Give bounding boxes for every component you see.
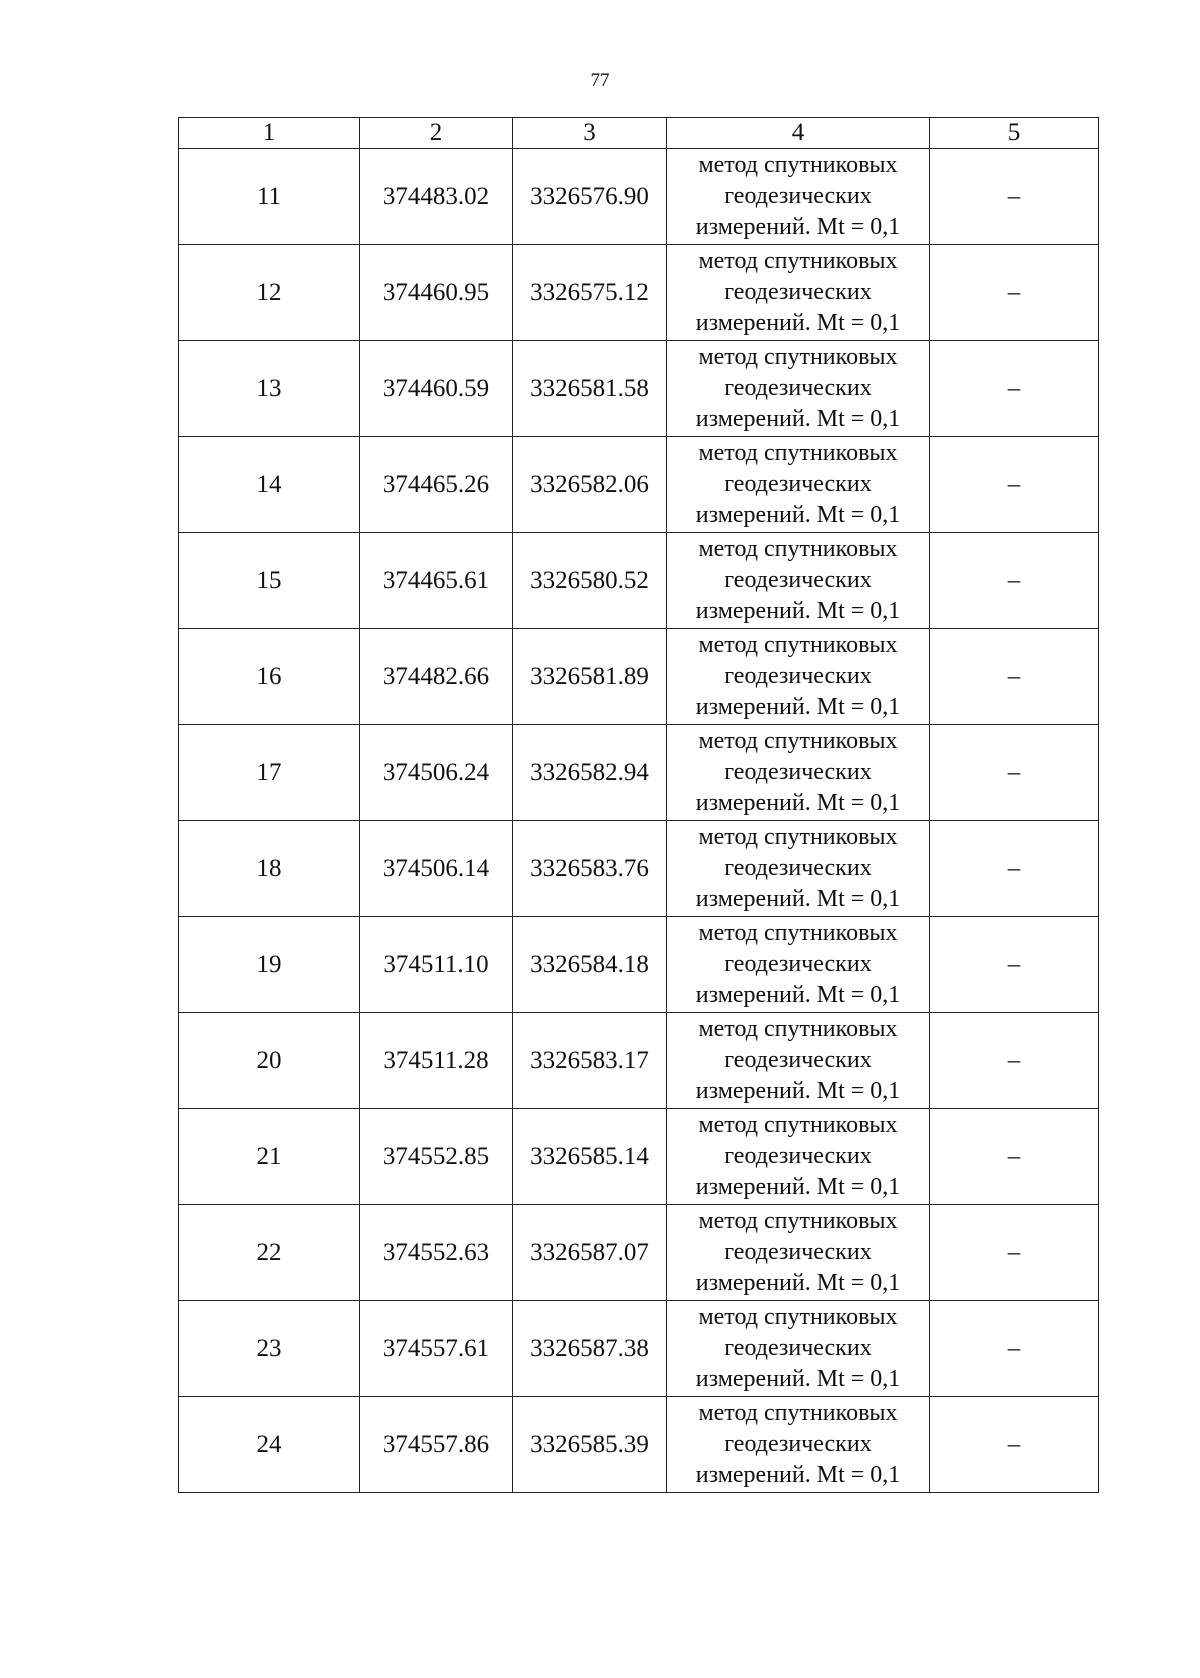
method-line: измерений. Mt = 0,1 bbox=[695, 1078, 901, 1104]
note-cell: – bbox=[930, 341, 1099, 437]
method-line: измерений. Mt = 0,1 bbox=[695, 694, 901, 720]
note-cell: – bbox=[930, 533, 1099, 629]
x-coordinate-cell: 374460.95 bbox=[360, 245, 513, 341]
method-line: геодезических bbox=[724, 1239, 872, 1265]
point-number-cell: 22 bbox=[179, 1205, 360, 1301]
table-row bbox=[179, 245, 1099, 341]
table-row bbox=[179, 725, 1099, 821]
note-cell: – bbox=[930, 149, 1099, 245]
method-line: метод спутниковых bbox=[698, 152, 898, 178]
method-cell bbox=[667, 1205, 930, 1301]
note-cell: – bbox=[930, 437, 1099, 533]
method-line: геодезических bbox=[724, 951, 872, 977]
x-coordinate-cell: 374465.61 bbox=[360, 533, 513, 629]
y-coordinate-cell: 3326587.07 bbox=[513, 1205, 667, 1301]
point-number-cell: 21 bbox=[179, 1109, 360, 1205]
point-number-cell: 11 bbox=[179, 149, 360, 245]
method-line: геодезических bbox=[724, 279, 872, 305]
x-coordinate-cell: 374506.14 bbox=[360, 821, 513, 917]
y-coordinate-cell: 3326581.89 bbox=[513, 629, 667, 725]
method-line: геодезических bbox=[724, 375, 872, 401]
table-row bbox=[179, 917, 1099, 1013]
note-cell: – bbox=[930, 725, 1099, 821]
method-cell bbox=[667, 1397, 930, 1493]
y-coordinate-cell: 3326580.52 bbox=[513, 533, 667, 629]
point-number-cell: 19 bbox=[179, 917, 360, 1013]
x-coordinate-cell: 374552.85 bbox=[360, 1109, 513, 1205]
method-line: измерений. Mt = 0,1 bbox=[695, 1174, 901, 1200]
method-cell bbox=[667, 341, 930, 437]
x-coordinate-cell: 374506.24 bbox=[360, 725, 513, 821]
method-line: геодезических bbox=[724, 1431, 872, 1457]
method-cell bbox=[667, 917, 930, 1013]
table-row bbox=[179, 1013, 1099, 1109]
point-number-cell: 24 bbox=[179, 1397, 360, 1493]
point-number-cell: 15 bbox=[179, 533, 360, 629]
note-cell: – bbox=[930, 245, 1099, 341]
x-coordinate-cell: 374465.26 bbox=[360, 437, 513, 533]
method-line: метод спутниковых bbox=[698, 1304, 898, 1330]
method-cell bbox=[667, 629, 930, 725]
note-cell: – bbox=[930, 1205, 1099, 1301]
method-cell bbox=[667, 149, 930, 245]
method-line: метод спутниковых bbox=[698, 1208, 898, 1234]
y-coordinate-cell: 3326576.90 bbox=[513, 149, 667, 245]
point-number-cell: 20 bbox=[179, 1013, 360, 1109]
method-line: геодезических bbox=[724, 855, 872, 881]
x-coordinate-cell: 374557.86 bbox=[360, 1397, 513, 1493]
table-row bbox=[179, 1301, 1099, 1397]
method-line: измерений. Mt = 0,1 bbox=[695, 406, 901, 432]
x-coordinate-cell: 374483.02 bbox=[360, 149, 513, 245]
table-row bbox=[179, 821, 1099, 917]
y-coordinate-cell: 3326582.94 bbox=[513, 725, 667, 821]
method-line: измерений. Mt = 0,1 bbox=[695, 502, 901, 528]
method-line: геодезических bbox=[724, 759, 872, 785]
method-line: измерений. Mt = 0,1 bbox=[695, 790, 901, 816]
page-number: 77 bbox=[590, 70, 610, 91]
method-line: геодезических bbox=[724, 1335, 872, 1361]
method-line: измерений. Mt = 0,1 bbox=[695, 1270, 901, 1296]
table-row bbox=[179, 1397, 1099, 1493]
y-coordinate-cell: 3326583.76 bbox=[513, 821, 667, 917]
point-number-cell: 12 bbox=[179, 245, 360, 341]
header-cell-2: 2 bbox=[360, 118, 513, 149]
header-cell-5: 5 bbox=[930, 118, 1099, 149]
method-line: геодезических bbox=[724, 1047, 872, 1073]
method-line: метод спутниковых bbox=[698, 248, 898, 274]
table-row bbox=[179, 149, 1099, 245]
y-coordinate-cell: 3326582.06 bbox=[513, 437, 667, 533]
header-cell-4: 4 bbox=[667, 118, 930, 149]
method-cell bbox=[667, 821, 930, 917]
header-cell-3: 3 bbox=[513, 118, 667, 149]
method-line: метод спутниковых bbox=[698, 1400, 898, 1426]
point-number-cell: 13 bbox=[179, 341, 360, 437]
y-coordinate-cell: 3326581.58 bbox=[513, 341, 667, 437]
method-line: измерений. Mt = 0,1 bbox=[695, 1462, 901, 1488]
note-cell: – bbox=[930, 1013, 1099, 1109]
note-cell: – bbox=[930, 1397, 1099, 1493]
method-line: метод спутниковых bbox=[698, 344, 898, 370]
table-body bbox=[179, 149, 1099, 1493]
x-coordinate-cell: 374557.61 bbox=[360, 1301, 513, 1397]
method-line: геодезических bbox=[724, 663, 872, 689]
table-row bbox=[179, 341, 1099, 437]
note-cell: – bbox=[930, 821, 1099, 917]
y-coordinate-cell: 3326587.38 bbox=[513, 1301, 667, 1397]
point-number-cell: 18 bbox=[179, 821, 360, 917]
method-cell bbox=[667, 725, 930, 821]
method-line: метод спутниковых bbox=[698, 824, 898, 850]
point-number-cell: 17 bbox=[179, 725, 360, 821]
x-coordinate-cell: 374511.10 bbox=[360, 917, 513, 1013]
table-row bbox=[179, 533, 1099, 629]
x-coordinate-cell: 374552.63 bbox=[360, 1205, 513, 1301]
note-cell: – bbox=[930, 917, 1099, 1013]
method-line: метод спутниковых bbox=[698, 536, 898, 562]
method-line: измерений. Mt = 0,1 bbox=[695, 982, 901, 1008]
point-number-cell: 16 bbox=[179, 629, 360, 725]
method-line: метод спутниковых bbox=[698, 1112, 898, 1138]
table-row bbox=[179, 629, 1099, 725]
y-coordinate-cell: 3326584.18 bbox=[513, 917, 667, 1013]
note-cell: – bbox=[930, 1301, 1099, 1397]
table-row bbox=[179, 437, 1099, 533]
note-cell: – bbox=[930, 629, 1099, 725]
y-coordinate-cell: 3326585.39 bbox=[513, 1397, 667, 1493]
point-number-cell: 14 bbox=[179, 437, 360, 533]
method-line: метод спутниковых bbox=[698, 440, 898, 466]
method-line: измерений. Mt = 0,1 bbox=[695, 886, 901, 912]
method-cell bbox=[667, 245, 930, 341]
x-coordinate-cell: 374511.28 bbox=[360, 1013, 513, 1109]
method-cell bbox=[667, 437, 930, 533]
method-line: метод спутниковых bbox=[698, 1016, 898, 1042]
x-coordinate-cell: 374460.59 bbox=[360, 341, 513, 437]
table-header-row bbox=[179, 118, 1099, 149]
y-coordinate-cell: 3326575.12 bbox=[513, 245, 667, 341]
method-line: измерений. Mt = 0,1 bbox=[695, 598, 901, 624]
method-cell bbox=[667, 1013, 930, 1109]
header-cell-1: 1 bbox=[179, 118, 360, 149]
method-line: геодезических bbox=[724, 471, 872, 497]
table-row bbox=[179, 1109, 1099, 1205]
method-line: измерений. Mt = 0,1 bbox=[695, 310, 901, 336]
point-number-cell: 23 bbox=[179, 1301, 360, 1397]
method-line: метод спутниковых bbox=[698, 920, 898, 946]
method-cell bbox=[667, 533, 930, 629]
method-cell bbox=[667, 1109, 930, 1205]
method-line: геодезических bbox=[724, 183, 872, 209]
method-line: метод спутниковых bbox=[698, 728, 898, 754]
table-row bbox=[179, 1205, 1099, 1301]
method-line: геодезических bbox=[724, 567, 872, 593]
y-coordinate-cell: 3326585.14 bbox=[513, 1109, 667, 1205]
x-coordinate-cell: 374482.66 bbox=[360, 629, 513, 725]
method-cell bbox=[667, 1301, 930, 1397]
method-line: измерений. Mt = 0,1 bbox=[695, 214, 901, 240]
coordinates-table bbox=[178, 117, 1099, 1493]
note-cell: – bbox=[930, 1109, 1099, 1205]
method-line: геодезических bbox=[724, 1143, 872, 1169]
y-coordinate-cell: 3326583.17 bbox=[513, 1013, 667, 1109]
method-line: метод спутниковых bbox=[698, 632, 898, 658]
method-line: измерений. Mt = 0,1 bbox=[695, 1366, 901, 1392]
